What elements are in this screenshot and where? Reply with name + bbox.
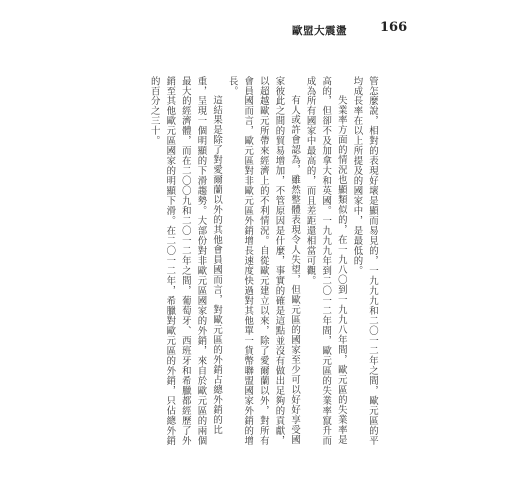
paragraph: 失業率方面的情況也顯類似的，在一九八〇到一九九八年間，歐元區的失業率是高的，但卻不及加拿大和英國。一九九九年到二〇一二年間，歐元區的失業率竄升而成為所有國家中最高的，而且差距還相當可觀。 — [304, 76, 347, 446]
paragraph: 這結果是除了對愛爾蘭以外的其他會員國而言，對歐元區的外銷占總外銷的比重，呈現一個明顯的下滑趨勢。大部份對非歐元區國家的外銷，來自於歐元區的兩個最大的經濟體，而在二〇〇九和二〇一二年之間，葡萄牙、西班牙和希臘都經歷了外銷至其他歐元區國家的明顯下滑。在二〇一二年，希臘對歐元區的外銷，只佔總外銷的百分之三十。 — [148, 76, 223, 446]
page-header — [0, 20, 520, 42]
running-title: 歐盟大震盪 — [292, 25, 347, 37]
page-number: 166 — [380, 20, 408, 35]
paragraph: 有人或許會認為，雖然整體表現令人失望，但歐元區的國家至少可以好好享受國家彼此之間的貿易增加，不管原因是什麼，事實的確是這點並沒有做出足夠的貢獻，以超越歐元所帶來經濟上的不利情況。自從歐元建立以來，除了愛爾蘭以外，對所有會員國而言，歐元區對非歐元區外銷增長速度快過對其他單一貨幣聯盟國家外銷的增長。 — [226, 76, 301, 446]
paragraph: 管怎麼說，相對的表現好壞是顯而易見的，一九九九和二〇一二年之間，歐元區的平均成長率在以上所提及的國家中，是最低的。 — [351, 76, 378, 446]
body-text — [146, 76, 380, 448]
